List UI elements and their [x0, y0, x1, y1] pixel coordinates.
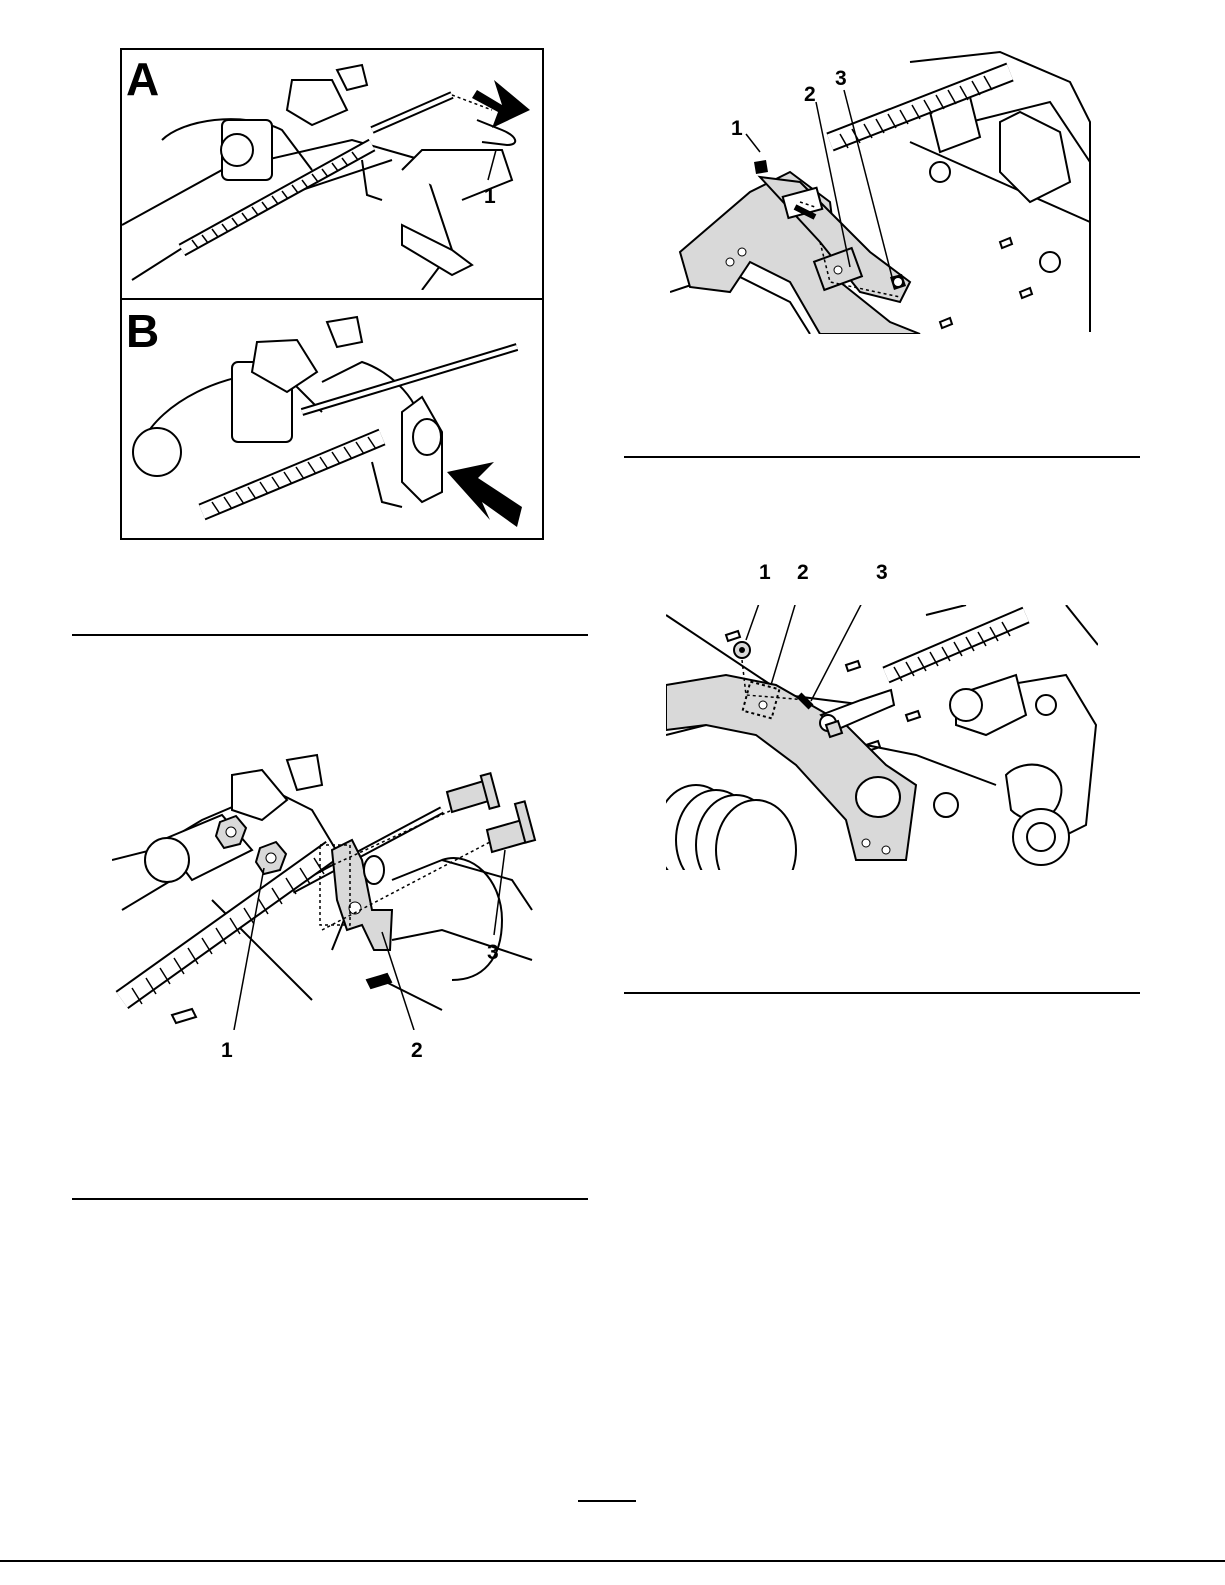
figure-2-callout-1: 1 [731, 117, 743, 140]
figure-2-callout-3: 3 [835, 67, 847, 90]
panel-letter-b: B [126, 305, 160, 357]
figure-3-callout-3: 3 [487, 941, 499, 964]
figure-2-callout-2: 2 [804, 83, 816, 106]
panel-letter-a: A [126, 53, 160, 105]
figure-2-illustration [670, 42, 1100, 334]
section-rule-left-1 [72, 634, 588, 636]
figure-3-callout-2: 2 [411, 1039, 423, 1062]
section-rule-right-1 [624, 456, 1140, 458]
figure-4-callout-3: 3 [876, 561, 888, 584]
figure-3-illustration [112, 750, 552, 1030]
section-rule-left-2 [72, 1198, 588, 1200]
section-rule-right-2 [624, 992, 1140, 994]
figure-1-callout-1: 1 [484, 185, 496, 208]
figure-4-callout-2: 2 [797, 561, 809, 584]
figure-1-panel-a-illustration [122, 50, 542, 290]
figure-4-callout-1: 1 [759, 561, 771, 584]
figure-3-callout-1: 1 [221, 1039, 233, 1062]
figure-1-panel-divider [120, 298, 544, 300]
page-number-underline [578, 1500, 636, 1502]
figure-1-panel-b-illustration [122, 302, 542, 538]
figure-4-illustration [666, 605, 1098, 870]
page-bottom-rule [0, 1560, 1225, 1562]
